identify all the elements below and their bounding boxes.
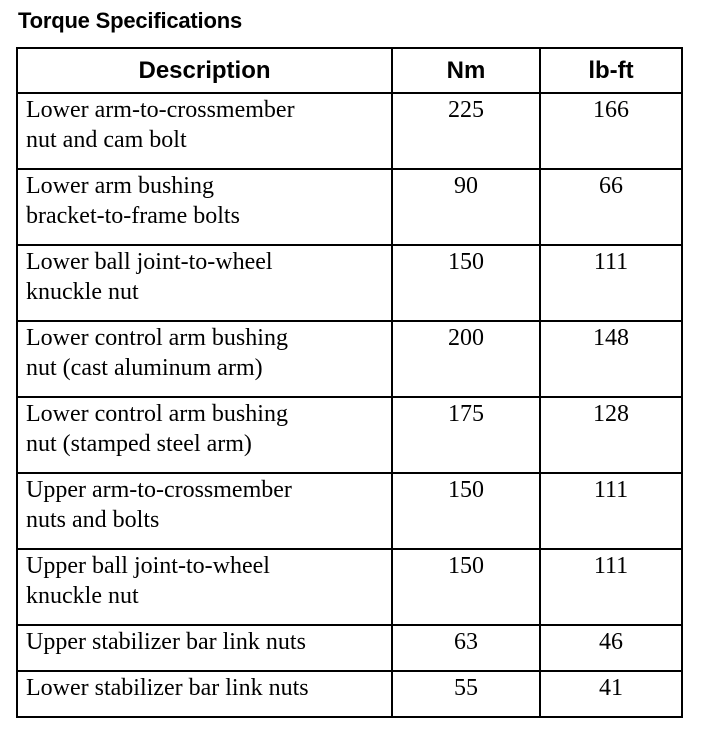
cell-description bbox=[17, 321, 392, 397]
cell-description bbox=[17, 169, 392, 245]
cell-lbft: 111 bbox=[540, 245, 682, 321]
cell-nm: 150 bbox=[392, 473, 540, 549]
description-line: knuckle nut bbox=[26, 583, 139, 609]
description-line: Lower control arm bushing bbox=[26, 401, 288, 427]
cell-nm: 175 bbox=[392, 397, 540, 473]
cell-lbft: 66 bbox=[540, 169, 682, 245]
table-row bbox=[17, 321, 682, 397]
page-title: Torque Specifications bbox=[18, 8, 242, 33]
table-row bbox=[17, 169, 682, 245]
table-row bbox=[17, 397, 682, 473]
cell-description bbox=[17, 473, 392, 549]
cell-nm: 55 bbox=[392, 671, 540, 717]
cell-description bbox=[17, 93, 392, 169]
cell-nm: 150 bbox=[392, 549, 540, 625]
header-row bbox=[17, 48, 682, 93]
description-line: nuts and bolts bbox=[26, 507, 160, 533]
cell-nm: 90 bbox=[392, 169, 540, 245]
cell-lbft: 166 bbox=[540, 93, 682, 169]
cell-description bbox=[17, 671, 392, 717]
description-line: nut and cam bolt bbox=[26, 127, 187, 153]
cell-lbft: 111 bbox=[540, 473, 682, 549]
torque-spec-table bbox=[16, 47, 683, 718]
description-line: Lower arm bushing bbox=[26, 173, 214, 199]
cell-nm: 63 bbox=[392, 625, 540, 671]
cell-nm: 150 bbox=[392, 245, 540, 321]
description-line: bracket-to-frame bolts bbox=[26, 203, 240, 229]
description-line: nut (cast aluminum arm) bbox=[26, 355, 263, 381]
description-line: knuckle nut bbox=[26, 279, 139, 305]
table-row bbox=[17, 93, 682, 169]
header-description: Description bbox=[17, 48, 392, 93]
cell-description bbox=[17, 625, 392, 671]
description-line: Lower arm-to-crossmember bbox=[26, 97, 295, 123]
cell-description bbox=[17, 549, 392, 625]
cell-lbft: 148 bbox=[540, 321, 682, 397]
description-line: Upper arm-to-crossmember bbox=[26, 477, 292, 503]
table-row bbox=[17, 549, 682, 625]
cell-nm: 225 bbox=[392, 93, 540, 169]
description-line: Lower ball joint-to-wheel bbox=[26, 249, 273, 275]
description-line: Upper ball joint-to-wheel bbox=[26, 553, 270, 579]
table-row bbox=[17, 245, 682, 321]
description-line: Lower control arm bushing bbox=[26, 325, 288, 351]
cell-lbft: 46 bbox=[540, 625, 682, 671]
cell-lbft: 128 bbox=[540, 397, 682, 473]
table-row bbox=[17, 625, 682, 671]
cell-nm: 200 bbox=[392, 321, 540, 397]
cell-lbft: 111 bbox=[540, 549, 682, 625]
cell-description bbox=[17, 245, 392, 321]
cell-description bbox=[17, 397, 392, 473]
cell-lbft: 41 bbox=[540, 671, 682, 717]
description-line: nut (stamped steel arm) bbox=[26, 431, 252, 457]
description-line: Upper stabilizer bar link nuts bbox=[26, 629, 306, 655]
table-row bbox=[17, 671, 682, 717]
header-lbft: lb-ft bbox=[540, 48, 682, 93]
header-nm: Nm bbox=[392, 48, 540, 93]
description-line: Lower stabilizer bar link nuts bbox=[26, 675, 309, 701]
table-row bbox=[17, 473, 682, 549]
